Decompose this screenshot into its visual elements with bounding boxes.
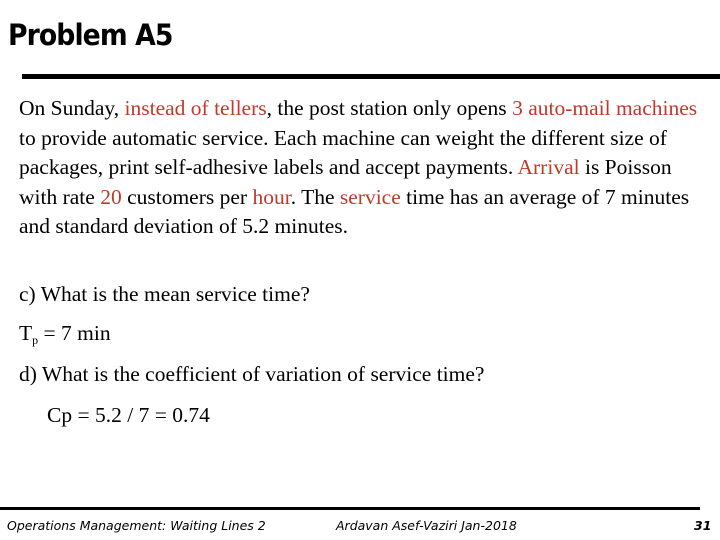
problem-highlight: instead of tellers <box>124 96 267 120</box>
answer-c-value: = 7 min <box>38 321 111 345</box>
problem-highlight: hour <box>252 184 291 209</box>
title-divider <box>22 74 720 79</box>
problem-text: is Poisson with rate <box>19 155 672 209</box>
footer-author-date: Ardavan Asef-Vaziri Jan-2018 <box>336 518 517 533</box>
problem-statement <box>19 94 709 242</box>
question-c: c) What is the mean service time? <box>19 282 310 306</box>
answer-d: Cp = 5.2 / 7 = 0.74 <box>47 403 210 427</box>
answer-c-symbol: T <box>19 321 33 345</box>
problem-highlight: 20 <box>100 184 122 209</box>
question-d: d) What is the coefficient of variation of service time? <box>19 362 485 386</box>
answer-c-subscript: p <box>32 333 39 347</box>
problem-highlight: service <box>339 184 401 209</box>
slide-title: Problem A5 <box>8 18 173 52</box>
problem-highlight: 3 auto-mail machines <box>512 96 698 120</box>
problem-text: On Sunday, <box>19 96 125 120</box>
footer-course: Operations Management: Waiting Lines 2 <box>7 518 266 533</box>
answer-c <box>19 321 111 348</box>
footer-divider <box>0 507 700 510</box>
problem-text: to provide automatic service. Each machine can weight the different size of packages, print self-adhesive labels and accept payments. <box>19 125 667 180</box>
problem-text: time has an average of 7 minutes and standard deviation of 5.2 minutes. <box>19 184 690 239</box>
problem-highlight: Arrival <box>517 155 580 180</box>
problem-text: customers per <box>121 184 253 209</box>
problem-text: , the post station only opens <box>266 96 513 120</box>
page-number: 31 <box>694 518 712 533</box>
problem-text: . The <box>290 184 340 209</box>
